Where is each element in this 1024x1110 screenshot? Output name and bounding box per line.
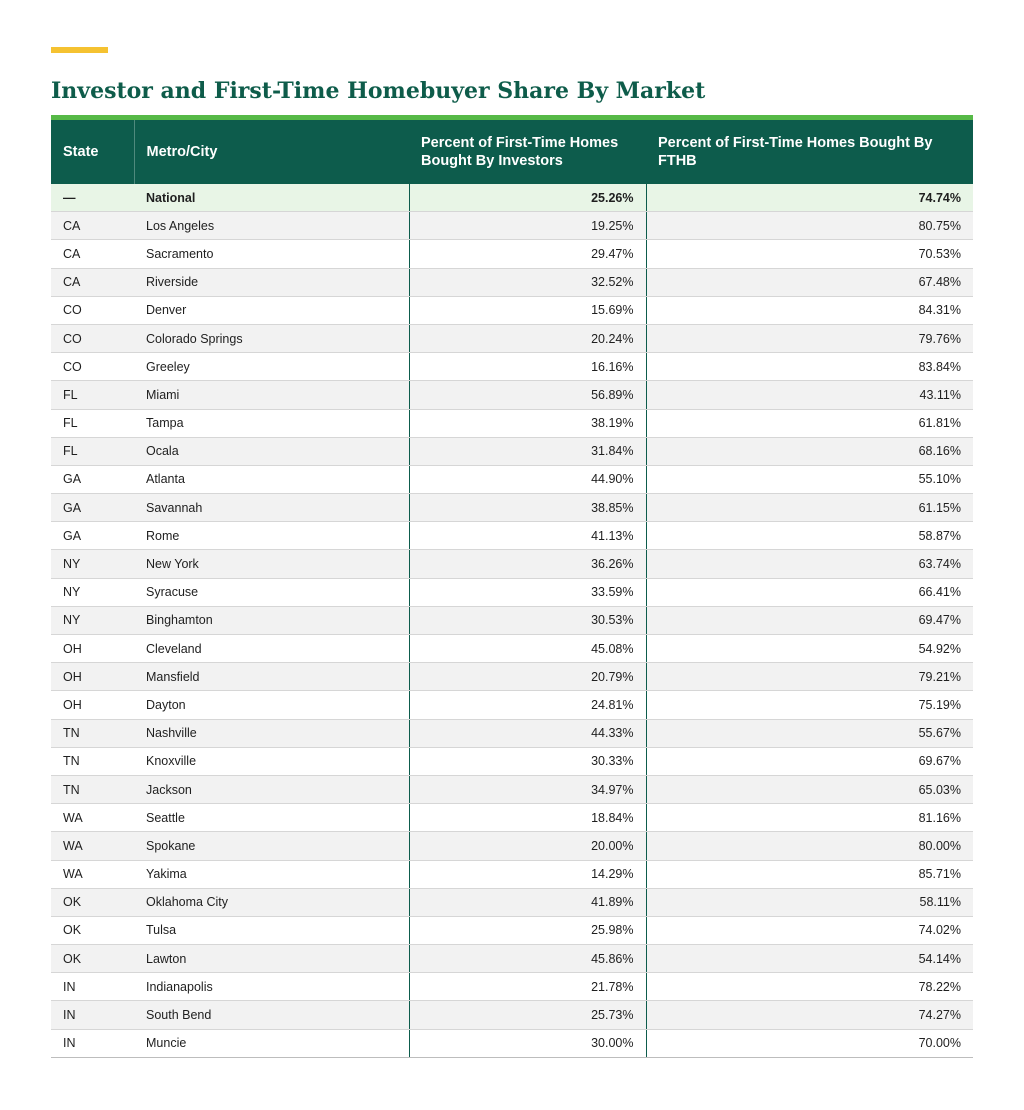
cell-state: — xyxy=(51,184,134,212)
cell-metro: Lawton xyxy=(134,945,409,973)
cell-fthb: 43.11% xyxy=(646,381,973,409)
cell-fthb: 67.48% xyxy=(646,268,973,296)
cell-fthb: 79.21% xyxy=(646,663,973,691)
cell-investors: 30.33% xyxy=(409,747,646,775)
table-row xyxy=(51,888,973,916)
table-row xyxy=(51,973,973,1001)
accent-bar xyxy=(51,47,108,53)
table-row xyxy=(51,550,973,578)
table-row xyxy=(51,268,973,296)
table-body xyxy=(51,184,973,1057)
cell-state: CA xyxy=(51,268,134,296)
cell-fthb: 81.16% xyxy=(646,804,973,832)
cell-fthb: 78.22% xyxy=(646,973,973,1001)
cell-state: NY xyxy=(51,606,134,634)
table-row xyxy=(51,916,973,944)
table-row xyxy=(51,832,973,860)
cell-investors: 24.81% xyxy=(409,691,646,719)
cell-investors: 25.73% xyxy=(409,1001,646,1029)
cell-state: IN xyxy=(51,1001,134,1029)
cell-state: NY xyxy=(51,550,134,578)
table-row xyxy=(51,212,973,240)
cell-fthb: 84.31% xyxy=(646,296,973,324)
cell-metro: Riverside xyxy=(134,268,409,296)
cell-state: OH xyxy=(51,691,134,719)
cell-state: CO xyxy=(51,324,134,352)
cell-metro: Oklahoma City xyxy=(134,888,409,916)
cell-state: FL xyxy=(51,381,134,409)
cell-fthb: 55.67% xyxy=(646,719,973,747)
cell-investors: 45.08% xyxy=(409,635,646,663)
cell-metro: Indianapolis xyxy=(134,973,409,1001)
market-share-table-container xyxy=(51,115,973,1058)
cell-investors: 31.84% xyxy=(409,437,646,465)
cell-investors: 25.98% xyxy=(409,916,646,944)
cell-investors: 16.16% xyxy=(409,353,646,381)
cell-fthb: 83.84% xyxy=(646,353,973,381)
table-row xyxy=(51,860,973,888)
cell-investors: 41.13% xyxy=(409,522,646,550)
cell-metro: South Bend xyxy=(134,1001,409,1029)
cell-metro: Yakima xyxy=(134,860,409,888)
table-row xyxy=(51,1029,973,1057)
table-row xyxy=(51,465,973,493)
table-row xyxy=(51,353,973,381)
cell-metro: Binghamton xyxy=(134,606,409,634)
cell-metro: New York xyxy=(134,550,409,578)
cell-metro: Ocala xyxy=(134,437,409,465)
cell-investors: 38.19% xyxy=(409,409,646,437)
cell-investors: 14.29% xyxy=(409,860,646,888)
cell-state: TN xyxy=(51,747,134,775)
cell-state: WA xyxy=(51,860,134,888)
cell-state: GA xyxy=(51,465,134,493)
table-row xyxy=(51,494,973,522)
table-row xyxy=(51,324,973,352)
cell-metro: Nashville xyxy=(134,719,409,747)
page-title: Investor and First-Time Homebuyer Share By Market xyxy=(51,78,706,104)
cell-investors: 56.89% xyxy=(409,381,646,409)
table-row xyxy=(51,719,973,747)
table-row xyxy=(51,747,973,775)
cell-investors: 38.85% xyxy=(409,494,646,522)
cell-metro: Knoxville xyxy=(134,747,409,775)
cell-investors: 20.79% xyxy=(409,663,646,691)
table-row xyxy=(51,804,973,832)
table-row xyxy=(51,240,973,268)
cell-investors: 18.84% xyxy=(409,804,646,832)
cell-investors: 30.00% xyxy=(409,1029,646,1057)
cell-fthb: 80.00% xyxy=(646,832,973,860)
cell-state: OH xyxy=(51,663,134,691)
cell-state: GA xyxy=(51,522,134,550)
cell-fthb: 58.87% xyxy=(646,522,973,550)
header-fthb: Percent of First-Time Homes Bought By FTHB xyxy=(646,120,973,184)
table-row xyxy=(51,1001,973,1029)
table-row xyxy=(51,296,973,324)
cell-investors: 20.24% xyxy=(409,324,646,352)
header-metro: Metro/City xyxy=(134,120,409,184)
cell-state: TN xyxy=(51,775,134,803)
table-row xyxy=(51,775,973,803)
cell-investors: 41.89% xyxy=(409,888,646,916)
cell-fthb: 65.03% xyxy=(646,775,973,803)
cell-fthb: 54.14% xyxy=(646,945,973,973)
cell-metro: Denver xyxy=(134,296,409,324)
table-row xyxy=(51,409,973,437)
cell-metro: Rome xyxy=(134,522,409,550)
cell-investors: 20.00% xyxy=(409,832,646,860)
cell-fthb: 69.47% xyxy=(646,606,973,634)
cell-state: WA xyxy=(51,832,134,860)
cell-metro: Dayton xyxy=(134,691,409,719)
cell-fthb: 68.16% xyxy=(646,437,973,465)
cell-metro: Sacramento xyxy=(134,240,409,268)
cell-metro: Tulsa xyxy=(134,916,409,944)
cell-metro: Muncie xyxy=(134,1029,409,1057)
cell-fthb: 61.81% xyxy=(646,409,973,437)
cell-investors: 21.78% xyxy=(409,973,646,1001)
cell-investors: 36.26% xyxy=(409,550,646,578)
cell-investors: 15.69% xyxy=(409,296,646,324)
table-row xyxy=(51,663,973,691)
cell-metro: Greeley xyxy=(134,353,409,381)
cell-fthb: 58.11% xyxy=(646,888,973,916)
cell-state: GA xyxy=(51,494,134,522)
table-row-national xyxy=(51,184,973,212)
cell-metro: Colorado Springs xyxy=(134,324,409,352)
cell-state: WA xyxy=(51,804,134,832)
cell-investors: 19.25% xyxy=(409,212,646,240)
cell-fthb: 54.92% xyxy=(646,635,973,663)
cell-metro: Savannah xyxy=(134,494,409,522)
cell-state: OK xyxy=(51,888,134,916)
cell-state: OK xyxy=(51,945,134,973)
table-row xyxy=(51,945,973,973)
cell-state: CO xyxy=(51,296,134,324)
cell-investors: 34.97% xyxy=(409,775,646,803)
table-row xyxy=(51,691,973,719)
cell-fthb: 79.76% xyxy=(646,324,973,352)
cell-investors: 44.90% xyxy=(409,465,646,493)
cell-metro: National xyxy=(134,184,409,212)
table-row xyxy=(51,381,973,409)
cell-metro: Miami xyxy=(134,381,409,409)
table-row xyxy=(51,606,973,634)
header-investors: Percent of First-Time Homes Bought By Investors xyxy=(409,120,646,184)
cell-investors: 25.26% xyxy=(409,184,646,212)
cell-metro: Cleveland xyxy=(134,635,409,663)
cell-fthb: 75.19% xyxy=(646,691,973,719)
cell-state: CA xyxy=(51,212,134,240)
cell-state: OH xyxy=(51,635,134,663)
cell-fthb: 69.67% xyxy=(646,747,973,775)
cell-state: CA xyxy=(51,240,134,268)
cell-fthb: 63.74% xyxy=(646,550,973,578)
cell-state: OK xyxy=(51,916,134,944)
cell-fthb: 66.41% xyxy=(646,578,973,606)
table-row xyxy=(51,437,973,465)
cell-fthb: 74.27% xyxy=(646,1001,973,1029)
cell-fthb: 85.71% xyxy=(646,860,973,888)
cell-metro: Seattle xyxy=(134,804,409,832)
cell-state: NY xyxy=(51,578,134,606)
cell-metro: Tampa xyxy=(134,409,409,437)
cell-investors: 44.33% xyxy=(409,719,646,747)
cell-investors: 45.86% xyxy=(409,945,646,973)
cell-state: FL xyxy=(51,409,134,437)
cell-metro: Atlanta xyxy=(134,465,409,493)
cell-investors: 29.47% xyxy=(409,240,646,268)
cell-metro: Jackson xyxy=(134,775,409,803)
cell-fthb: 74.02% xyxy=(646,916,973,944)
cell-investors: 33.59% xyxy=(409,578,646,606)
cell-metro: Los Angeles xyxy=(134,212,409,240)
cell-state: TN xyxy=(51,719,134,747)
cell-fthb: 74.74% xyxy=(646,184,973,212)
table-header xyxy=(51,120,973,184)
cell-metro: Spokane xyxy=(134,832,409,860)
table-row xyxy=(51,522,973,550)
cell-metro: Syracuse xyxy=(134,578,409,606)
cell-state: IN xyxy=(51,973,134,1001)
header-row xyxy=(51,120,973,184)
cell-fthb: 55.10% xyxy=(646,465,973,493)
table-row xyxy=(51,578,973,606)
header-state: State xyxy=(51,120,134,184)
cell-state: IN xyxy=(51,1029,134,1057)
market-share-table xyxy=(51,120,973,1058)
cell-fthb: 70.53% xyxy=(646,240,973,268)
cell-state: CO xyxy=(51,353,134,381)
cell-state: FL xyxy=(51,437,134,465)
table-row xyxy=(51,635,973,663)
cell-fthb: 80.75% xyxy=(646,212,973,240)
cell-investors: 30.53% xyxy=(409,606,646,634)
cell-fthb: 61.15% xyxy=(646,494,973,522)
cell-investors: 32.52% xyxy=(409,268,646,296)
cell-fthb: 70.00% xyxy=(646,1029,973,1057)
cell-metro: Mansfield xyxy=(134,663,409,691)
